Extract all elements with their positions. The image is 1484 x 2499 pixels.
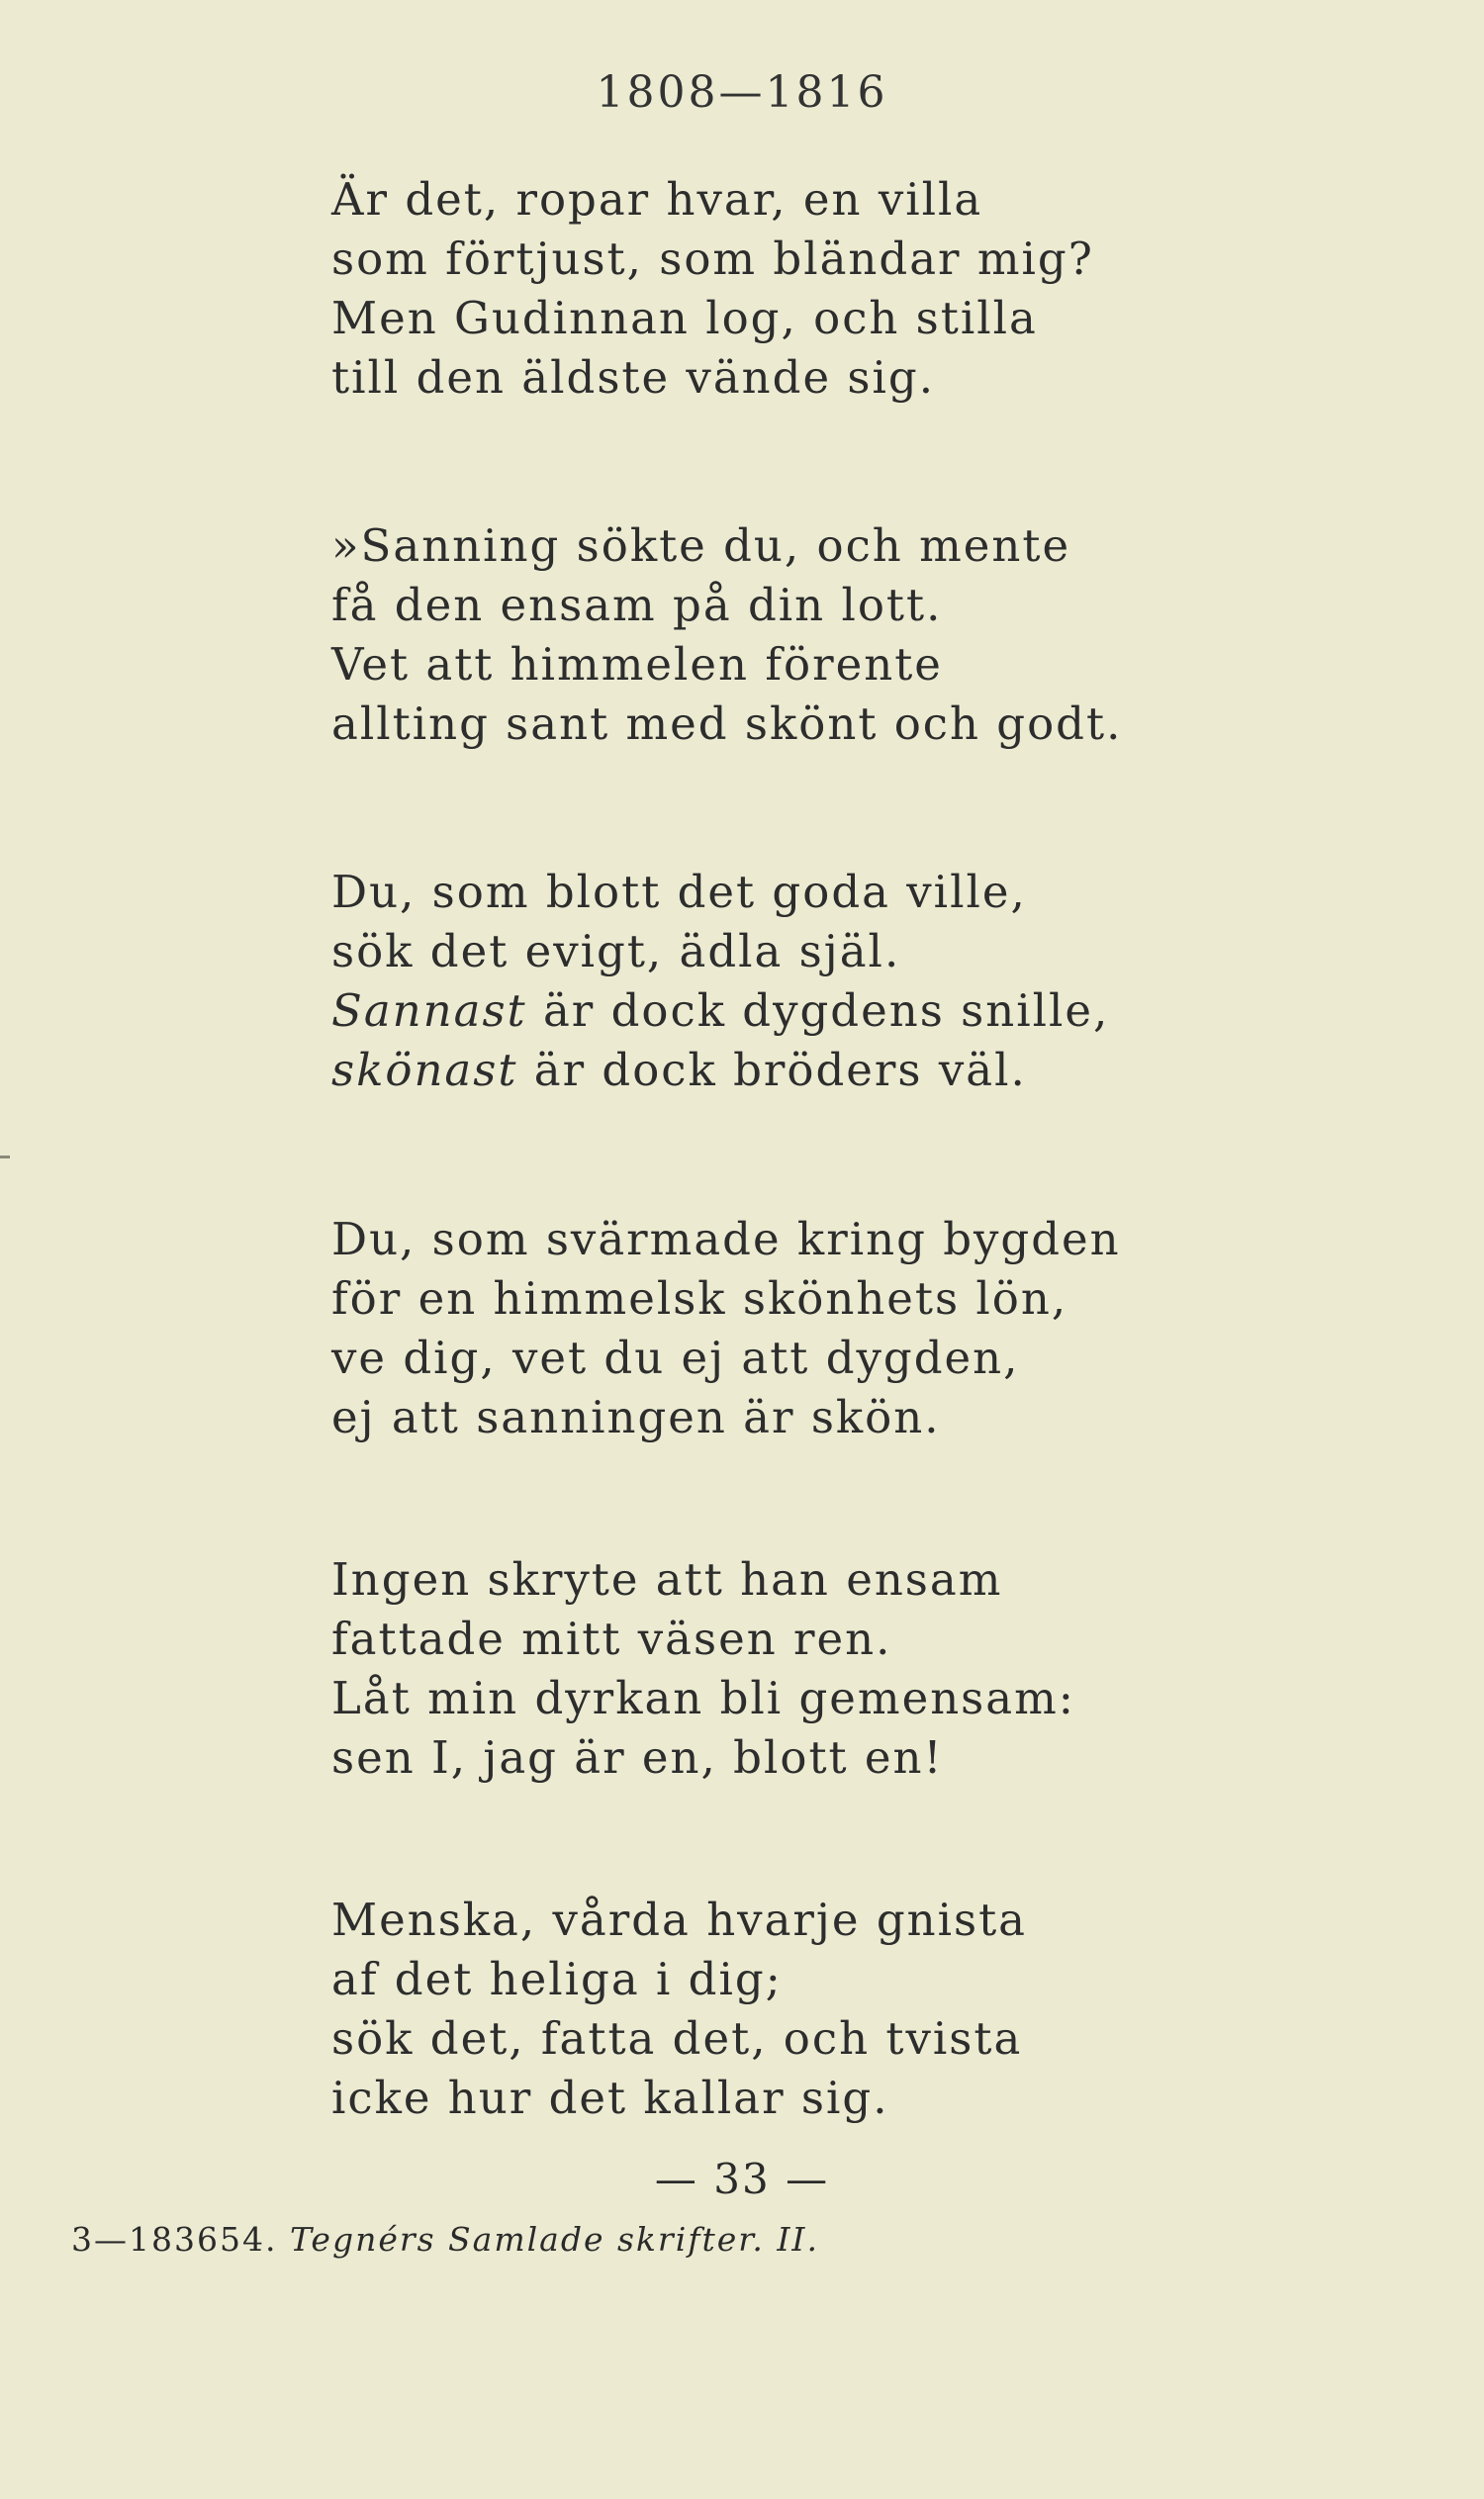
signature-mark: 3—183654. bbox=[71, 2220, 278, 2259]
verse-text: är dock dygdens snille, bbox=[526, 984, 1110, 1037]
verse-line: till den äldste vände sig. bbox=[331, 351, 935, 404]
verse-line: Men Gudinnan log, och stilla bbox=[331, 292, 1038, 344]
verse-text: är dock bröders väl. bbox=[517, 1044, 1027, 1096]
signature-footer bbox=[71, 2220, 819, 2259]
verse-line: Du, som blott det goda ville, bbox=[331, 866, 1027, 918]
margin-mark bbox=[0, 1156, 10, 1158]
book-title: Tegnérs Samlade skrifter. II. bbox=[289, 2220, 819, 2259]
verse-line: sök det, fatta det, och tvista bbox=[331, 2012, 1023, 2065]
stanza-6 bbox=[331, 1891, 1321, 2128]
verse-line: sök det evigt, ädla själ. bbox=[331, 925, 901, 977]
stanza-5 bbox=[331, 1550, 1321, 1788]
page-number: — 33 — bbox=[654, 2155, 830, 2203]
verse-line: få den ensam på din lott. bbox=[331, 579, 943, 631]
stanza-1 bbox=[331, 170, 1321, 408]
italic-emphasis: skönast bbox=[331, 1044, 518, 1096]
verse-line: Är det, ropar hvar, en villa bbox=[331, 173, 983, 226]
verse-line: Du, som svärmade kring bygden bbox=[331, 1213, 1121, 1265]
stanza-4 bbox=[331, 1210, 1321, 1447]
verse-line: sen I, jag är en, blott en! bbox=[331, 1731, 944, 1784]
verse-line: Låt min dyrkan bli gemensam: bbox=[331, 1672, 1075, 1724]
verse-line-mixed bbox=[331, 1041, 1321, 1100]
verse-line: för en himmelsk skönhets lön, bbox=[331, 1272, 1068, 1325]
verse-line: Menska, vårda hvarje gnista bbox=[331, 1894, 1028, 1946]
verse-line: fattade mitt väsen ren. bbox=[331, 1613, 892, 1665]
stanza-3 bbox=[331, 863, 1321, 1100]
verse-line: »Sanning sökte du, och mente bbox=[331, 519, 1071, 572]
verse-line: som förtjust, som bländar mig? bbox=[331, 232, 1094, 285]
verse-line-mixed bbox=[331, 981, 1321, 1041]
verse-line: Ingen skryte att han ensam bbox=[331, 1553, 1003, 1606]
verse-line: Vet att himmelen förente bbox=[331, 638, 943, 691]
stanza-2 bbox=[331, 516, 1321, 754]
verse-line: af det heliga i dig; bbox=[331, 1953, 783, 2005]
verse-line: ej att sanningen är skön. bbox=[331, 1391, 941, 1443]
verse-line: ve dig, vet du ej att dygden, bbox=[331, 1332, 1020, 1384]
verse-line: allting sant med skönt och godt. bbox=[331, 697, 1123, 750]
verse-line: icke hur det kallar sig. bbox=[331, 2072, 889, 2124]
italic-emphasis: Sannast bbox=[331, 984, 527, 1037]
running-header: 1808—1816 bbox=[596, 67, 888, 118]
